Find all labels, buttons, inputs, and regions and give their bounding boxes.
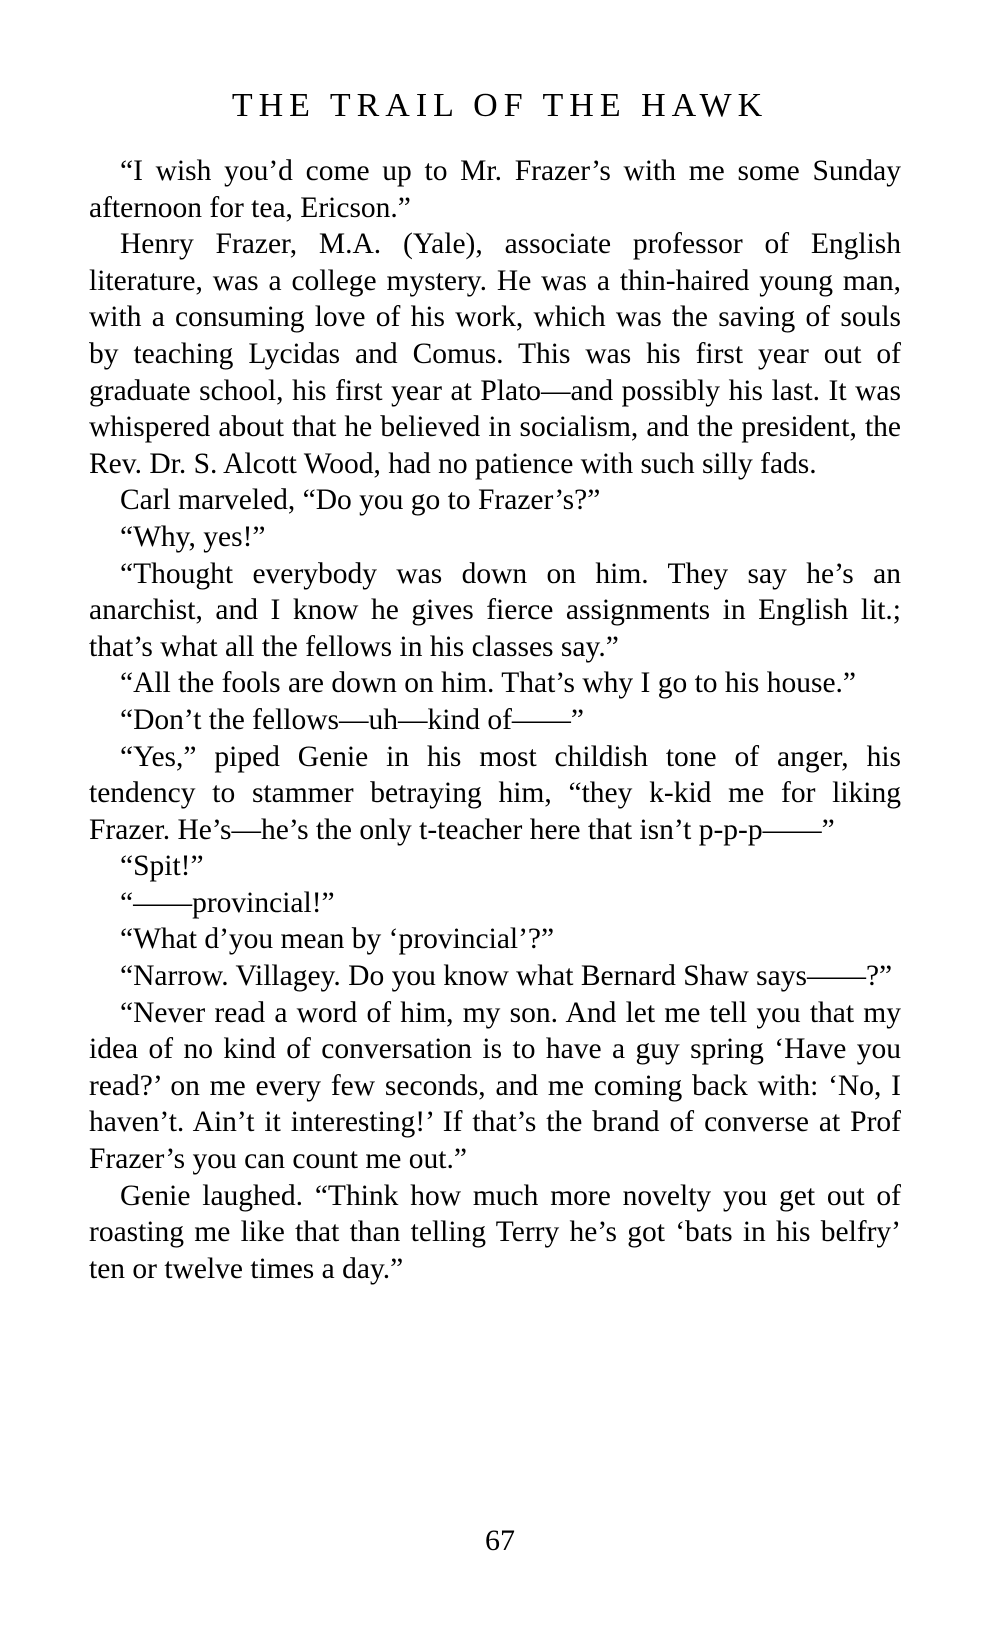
paragraph: “All the fools are down on him. That’s why I go to his house.”	[120, 667, 857, 700]
paragraph: “Don’t the fellows—uh—kind of——”	[120, 703, 585, 736]
paragraph: “Spit!”	[120, 850, 204, 883]
paragraph: “Never read a word of him, my son. And let me tell you that my idea of no kind of conversation is to have a guy spring ‘Have you read?’ on me every few seconds, and me coming back with: ‘No, I haven’t. Ain’t it interesting!’ If that’s the brand of converse at Prof Frazer’s you can count me out.”	[89, 996, 901, 1176]
paragraph: Genie laughed. “Think how much more novelty you get out of roasting me like that than telling Terry he’s got ‘bats in his belfry’ ten or twelve times a day.”	[89, 1179, 901, 1285]
paragraph: “——provincial!”	[120, 886, 335, 919]
paragraph: “Why, yes!”	[120, 520, 266, 553]
paragraph: “I wish you’d come up to Mr. Frazer’s with me some Sunday afternoon for tea, Ericson.”	[89, 155, 901, 224]
paragraph: Henry Frazer, M.A. (Yale), associate professor of English literature, was a college mystery. He was a thin-haired young man, with a consuming love of his work, which was the saving of souls by teaching Lycidas and Comus. This was his first year out of graduate school, his first year at Plato—and possibly his last. It was whispered about that he believed in socialism, and the president, the Rev. Dr. S. Alcott Wood, had no patience with such silly fads.	[89, 228, 901, 480]
paragraph: “Thought everybody was down on him. They say he’s an anarchist, and I know he gives fierce assignments in English lit.; that’s what all the fellows in his classes say.”	[89, 557, 901, 663]
paragraph: “Yes,” piped Genie in his most childish tone of anger, his tendency to stammer betraying him, “they k-kid me for liking Frazer. He’s—he’s the only t-teacher here that isn’t p-p-p——”	[89, 740, 901, 846]
body-text	[89, 153, 901, 1287]
paragraph: Carl marveled, “Do you go to Frazer’s?”	[120, 484, 601, 517]
paragraph: “What d’you mean by ‘provincial’?”	[120, 923, 555, 956]
running-head: THE TRAIL OF THE HAWK	[231, 87, 769, 124]
paragraph: “Narrow. Villagey. Do you know what Bernard Shaw says——?”	[120, 960, 893, 993]
page-number: 67	[485, 1524, 515, 1557]
